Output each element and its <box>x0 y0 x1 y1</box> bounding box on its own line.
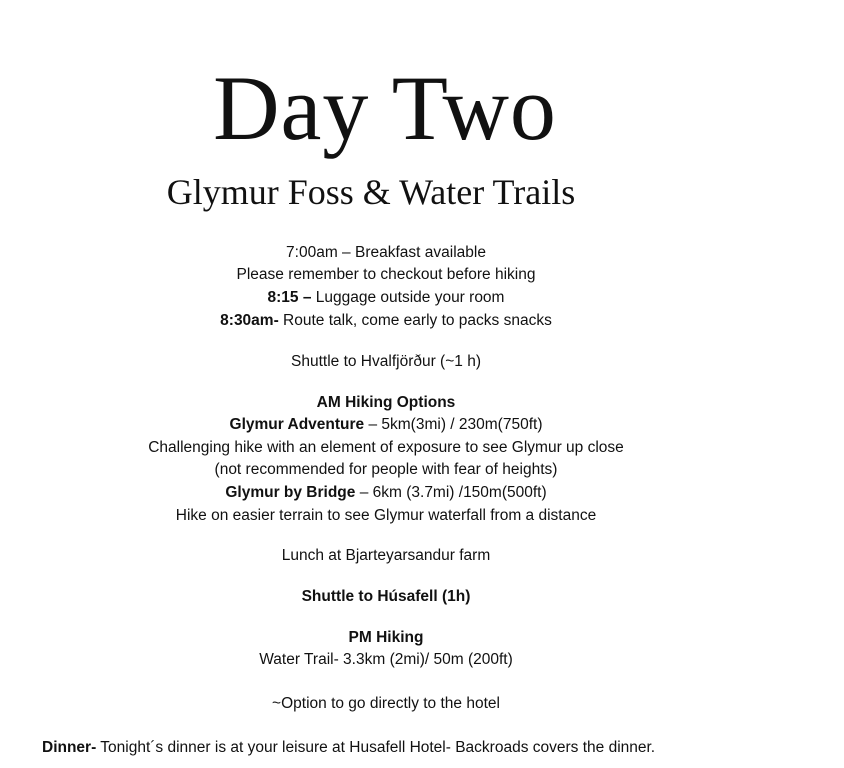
glymur-adventure-name: Glymur Adventure <box>229 416 365 433</box>
dinner-label: Dinner- <box>42 739 97 756</box>
checkout-reminder: Please remember to checkout before hiking <box>236 266 536 283</box>
page-subtitle: Glymur Foss & Water Trails <box>166 172 576 212</box>
luggage-line <box>0 287 772 309</box>
route-talk-line <box>0 310 772 332</box>
glymur-adventure-desc: Challenging hike with an element of exposure to see Glymur up close <box>148 439 624 456</box>
breakfast-line: 7:00am – Breakfast available <box>286 244 486 261</box>
dinner-text: Tonight´s dinner is at your leisure at Husafell Hotel- Backroads covers the dinner. <box>96 739 656 756</box>
glymur-bridge-desc: Hike on easier terrain to see Glymur waterfall from a distance <box>175 507 597 524</box>
water-trail-line: Water Trail- 3.3km (2mi)/ 50m (200ft) <box>259 651 513 668</box>
glymur-bridge-line <box>0 482 772 504</box>
hotel-option-line: ~Option to go directly to the hotel <box>272 695 500 712</box>
glymur-adventure-warning: (not recommended for people with fear of heights) <box>214 461 558 478</box>
glymur-adventure-stats: – 5km(3mi) / 230m(750ft) <box>364 416 543 433</box>
luggage-text: Luggage outside your room <box>311 289 505 306</box>
dinner-line <box>42 737 822 759</box>
luggage-time: 8:15 – <box>267 289 312 306</box>
glymur-adventure-line <box>0 414 772 436</box>
route-time: 8:30am- <box>220 312 279 329</box>
page-title: Day Two <box>213 57 557 159</box>
glymur-bridge-name: Glymur by Bridge <box>225 484 356 501</box>
am-hiking-heading: AM Hiking Options <box>316 394 456 411</box>
pm-hiking-heading: PM Hiking <box>348 629 424 646</box>
glymur-bridge-stats: – 6km (3.7mi) /150m(500ft) <box>355 484 547 501</box>
shuttle-husafell: Shuttle to Húsafell (1h) <box>301 588 471 605</box>
shuttle-hvalfjordur: Shuttle to Hvalfjörður (~1 h) <box>291 353 481 370</box>
route-text: Route talk, come early to packs snacks <box>278 312 552 329</box>
lunch-line: Lunch at Bjarteyarsandur farm <box>281 547 491 564</box>
